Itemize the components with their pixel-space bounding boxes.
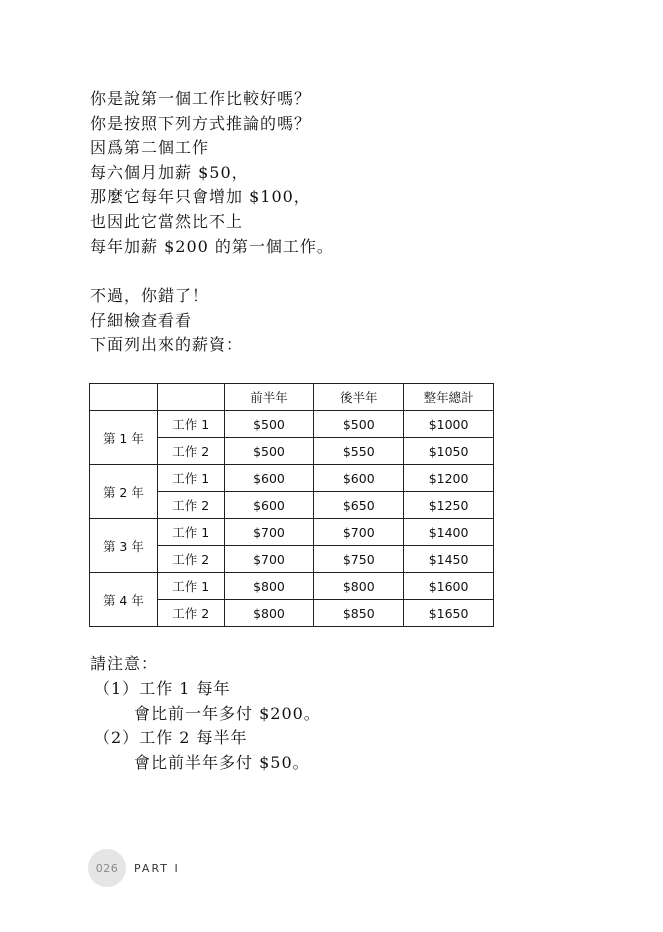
job-label: 工作 1 [157,573,224,600]
second-half-value: $500 [314,411,404,438]
rebuttal-line: 仔細檢查看看 [90,310,193,330]
page-number: 026 [95,861,119,875]
second-half-value: $750 [314,546,404,573]
table-row [90,573,494,600]
table-row [90,519,494,546]
total-value: $1250 [404,492,494,519]
total-value: $1400 [404,519,494,546]
total-value: $1200 [404,465,494,492]
first-half-value: $700 [224,519,314,546]
job-label: 工作 2 [157,600,224,627]
first-half-value: $600 [224,492,314,519]
total-value: $1050 [404,438,494,465]
page-footer [88,849,180,887]
note-title: 工作 2 每半年 [139,728,248,747]
total-value: $1000 [404,411,494,438]
note-marker: （2） [94,728,140,747]
job-label: 工作 2 [157,546,224,573]
salary-table [89,383,494,627]
intro-line: 那麼它每年只會增加 $100， [90,187,311,207]
note-title: 工作 1 每年 [139,679,231,698]
first-half-value: $800 [224,573,314,600]
rebuttal-paragraph [90,284,243,358]
header-second-half: 後半年 [314,384,404,411]
intro-line: 你是按照下列方式推論的嗎？ [90,113,312,133]
note-marker: （1） [94,679,140,698]
total-value: $1650 [404,600,494,627]
first-half-value: $500 [224,411,314,438]
year-label: 第 2 年 [90,465,158,519]
second-half-value: $550 [314,438,404,465]
intro-line: 也因此它當然比不上 [90,211,244,231]
note-description: 會比前一年多付 $200。 [134,703,321,723]
intro-line: 因爲第二個工作 [90,138,210,158]
second-half-value: $700 [314,519,404,546]
header-blank-job [157,384,224,411]
intro-paragraph [90,87,334,259]
note-item [94,726,310,775]
second-half-value: $600 [314,465,404,492]
rebuttal-line: 不過，你錯了！ [90,286,210,305]
job-label: 工作 1 [157,411,224,438]
year-label: 第 4 年 [90,573,158,627]
year-label: 第 3 年 [90,519,158,573]
table-row [90,465,494,492]
header-first-half: 前半年 [224,384,314,411]
total-value: $1450 [404,546,494,573]
second-half-value: $850 [314,600,404,627]
second-half-value: $650 [314,492,404,519]
header-blank-year [90,384,158,411]
notes-heading-text: 請注意： [90,654,159,673]
job-label: 工作 2 [157,438,224,465]
note-item [94,677,321,726]
first-half-value: $700 [224,546,314,573]
intro-line: 每年加薪 $200 的第一個工作。 [90,236,334,256]
job-label: 工作 2 [157,492,224,519]
note-description: 會比前半年多付 $50。 [134,752,310,772]
table-row [90,411,494,438]
first-half-value: $600 [224,465,314,492]
job-label: 工作 1 [157,519,224,546]
second-half-value: $800 [314,573,404,600]
first-half-value: $500 [224,438,314,465]
year-label: 第 1 年 [90,411,158,465]
rebuttal-line: 下面列出來的薪資： [90,335,244,355]
intro-line: 每六個月加薪 $50， [90,162,249,182]
header-year-total: 整年總計 [404,384,494,411]
job-label: 工作 1 [157,465,224,492]
page-number-badge [88,849,126,887]
table-header-row [90,384,494,411]
total-value: $1600 [404,573,494,600]
notes-heading [90,652,158,677]
intro-line: 你是說第一個工作比較好嗎？ [90,89,312,108]
first-half-value: $800 [224,600,314,627]
part-label: PART I [134,861,180,875]
